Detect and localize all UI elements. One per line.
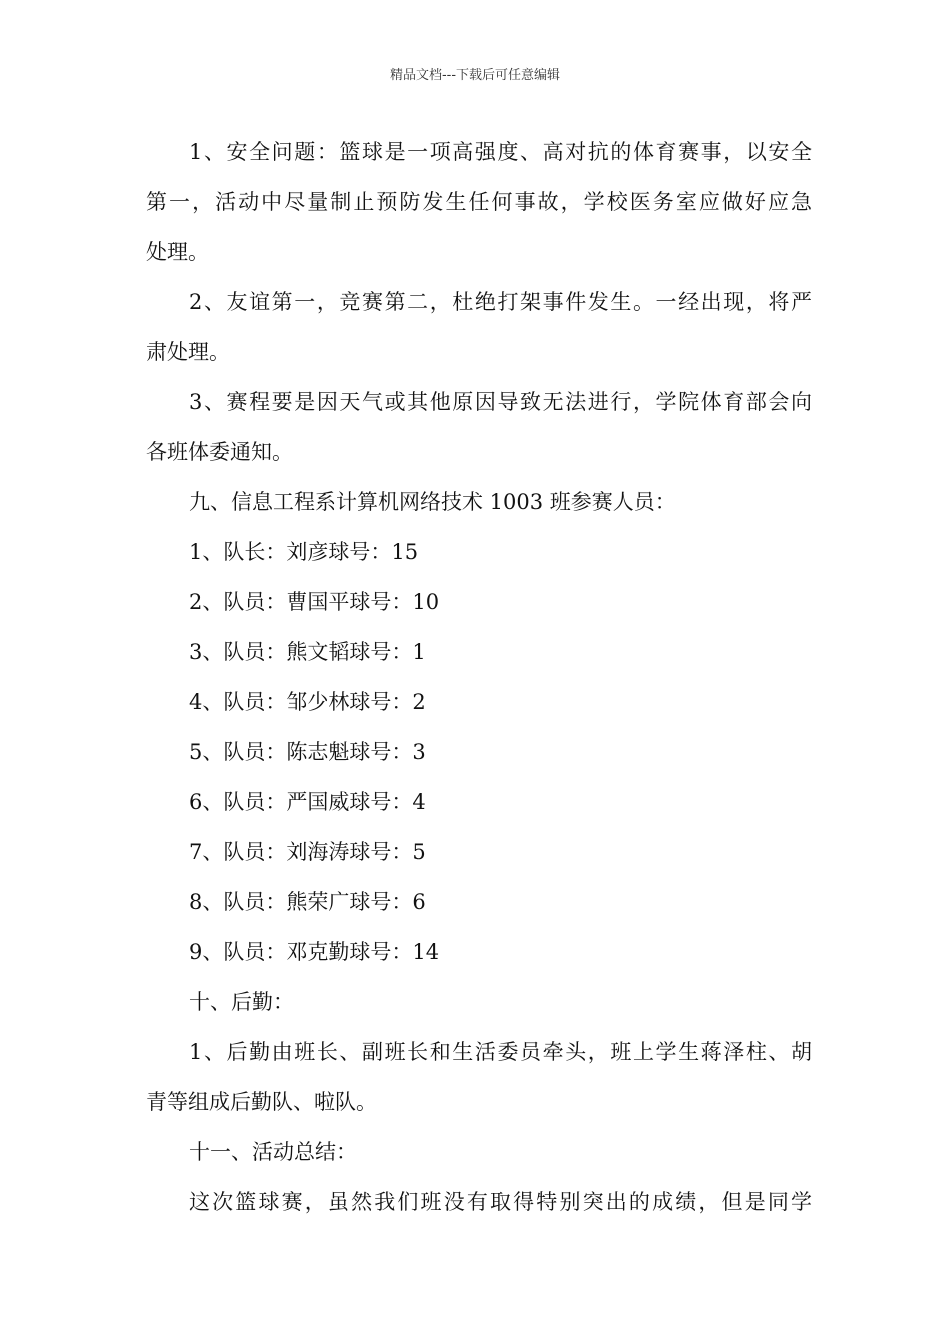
page-header: 精品文档---下载后可任意编辑	[389, 68, 561, 83]
paragraph-line: 这次篮球赛，虽然我们班没有取得特别突出的成绩，但是同学	[189, 1190, 812, 1214]
list-item: 8、队员：熊荣广球号：6	[189, 890, 426, 914]
list-item: 9、队员：邓克勤球号：14	[189, 940, 440, 964]
document-body	[146, 127, 812, 1227]
paragraph-line: 处理。	[146, 240, 209, 264]
section-heading: 九、信息工程系计算机网络技术 1003 班参赛人员：	[189, 490, 676, 514]
list-item: 2、队员：曹国平球号：10	[189, 590, 440, 614]
paragraph-line: 肃处理。	[146, 340, 230, 364]
paragraph-line: 2、友谊第一，竞赛第二，杜绝打架事件发生。一经出现，将严	[189, 290, 812, 314]
paragraph-line: 各班体委通知。	[146, 440, 293, 464]
paragraph-line: 1、后勤由班长、副班长和生活委员牵头，班上学生蒋泽柱、胡	[189, 1040, 812, 1064]
list-item: 3、队员：熊文韬球号：1	[189, 640, 426, 664]
list-item: 4、队员：邹少林球号：2	[189, 690, 426, 714]
paragraph-line: 3、赛程要是因天气或其他原因导致无法进行，学院体育部会向	[189, 390, 812, 414]
paragraph-line: 1、安全问题：篮球是一项高强度、高对抗的体育赛事，以安全	[189, 140, 812, 164]
paragraph-line: 第一，活动中尽量制止预防发生任何事故，学校医务室应做好应急	[146, 190, 812, 214]
list-item: 5、队员：陈志魁球号：3	[189, 740, 426, 764]
list-item: 1、队长：刘彦球号：15	[189, 540, 419, 564]
list-item: 6、队员：严国威球号：4	[189, 790, 426, 814]
section-heading: 十一、活动总结：	[189, 1140, 357, 1164]
paragraph-line: 青等组成后勤队、啦队。	[146, 1090, 377, 1114]
section-heading: 十、后勤：	[189, 990, 294, 1014]
list-item: 7、队员：刘海涛球号：5	[189, 840, 426, 864]
